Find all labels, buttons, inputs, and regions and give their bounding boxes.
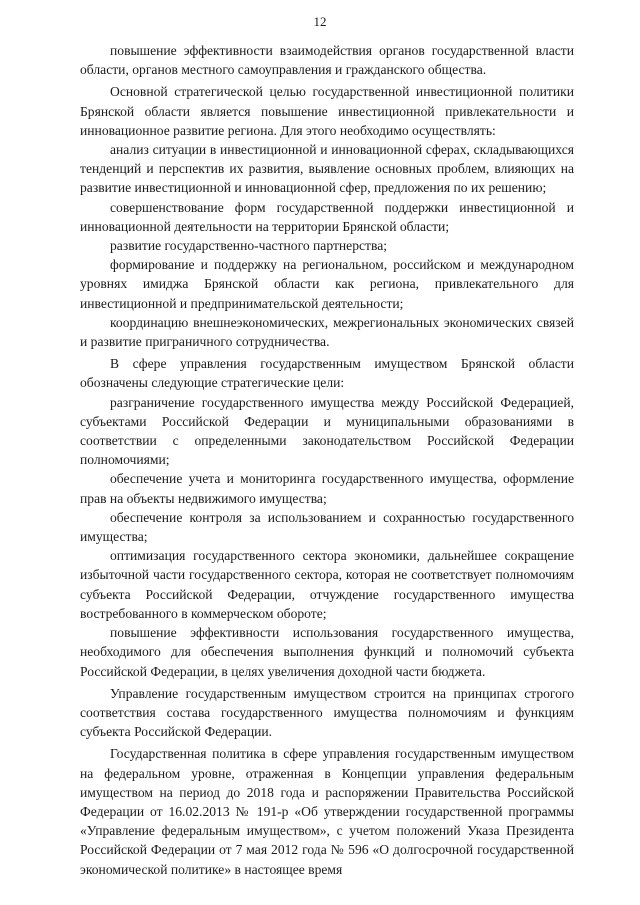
list-item-foreign-relations: координацию внешнеэкономических, межрегиональных экономических связей и развитие приграничного сотрудничества. <box>80 314 574 350</box>
document-body <box>80 41 574 879</box>
list-item-property-control: обеспечение контроля за использованием и сохранностью государственного имущества; <box>80 509 574 545</box>
list-item-sector-optimization: оптимизация государственного сектора экономики, дальнейшее сокращение избыточной части государственного сектора, которая не соответствует полномочиям субъекта Российской Федерации, отчуждение государственного имущества востребованного в коммерческом обороте; <box>80 548 574 621</box>
list-item-property-accounting: обеспечение учета и мониторинга государственного имущества, оформление прав на объекты недвижимого имущества; <box>80 471 574 506</box>
list-item-region-image: формирование и поддержку на региональном, российском и международном уровнях имиджа Брянской области как региона, привлекательного для инвестиционной и предпринимательской деятельности; <box>80 257 574 311</box>
paragraph-property-management-goals: В сфере управления государственным имуществом Брянской области обозначены следующие стратегические цели: <box>80 356 574 391</box>
paragraph-civil-society: повышение эффективности взаимодействия органов государственной власти области, органов местного самоуправления и гражданского общества. <box>80 43 574 78</box>
page-number: 12 <box>313 14 327 29</box>
paragraph-management-principles: Управление государственным имуществом строится на принципах строгого соответствия состава государственного имущества полномочиям и функциям субъекта Российской Федерации. <box>80 685 574 740</box>
list-item-analysis: анализ ситуации в инвестиционной и инновационной сферах, складывающихся тенденций и перспектив их развития, выявление основных проблем, влияющих на развитие инвестиционной и инновационной сфер, предложения по их решению; <box>80 142 574 196</box>
list-item-property-division: разграничение государственного имущества между Российской Федерацией, субъектами Российской Федерации и муниципальными образованиями в соответствии с определенными законодательством Российской Федерации полномочиями; <box>80 394 574 468</box>
list-item-efficiency: повышение эффективности использования государственного имущества, необходимого для обеспечения выполнения функций и полномочий субъекта Российской Федерации, в целях увеличения доходной части бюджета. <box>80 625 574 679</box>
paragraph-investment-policy-goal: Основной стратегической целью государственной инвестиционной политики Брянской области является повышение инвестиционной привлекательности и инновационное развитие региона. Для этого необходимо осуществлять: <box>80 84 574 138</box>
paragraph-federal-policy: Государственная политика в сфере управления государственным имуществом на федеральном уровне, отраженная в Концепции управления федеральным имуществом на период до 2018 года и распоряжении Правительства Российской Федерации от 16.02.2013 № 191-р «Об утверждении государственной программы «Управление федеральным имуществом», с учетом положений Указа Президента Российской Федерации от 7 мая 2012 года № 596 «О долгосрочной государственной экономической политике» в настоящее время <box>80 746 574 877</box>
list-item-public-private-partnership: развитие государственно-частного партнерства; <box>110 238 388 254</box>
list-item-support-forms: совершенствование форм государственной поддержки инвестиционной и инновационной деятельности на территории Брянской области; <box>80 199 574 234</box>
